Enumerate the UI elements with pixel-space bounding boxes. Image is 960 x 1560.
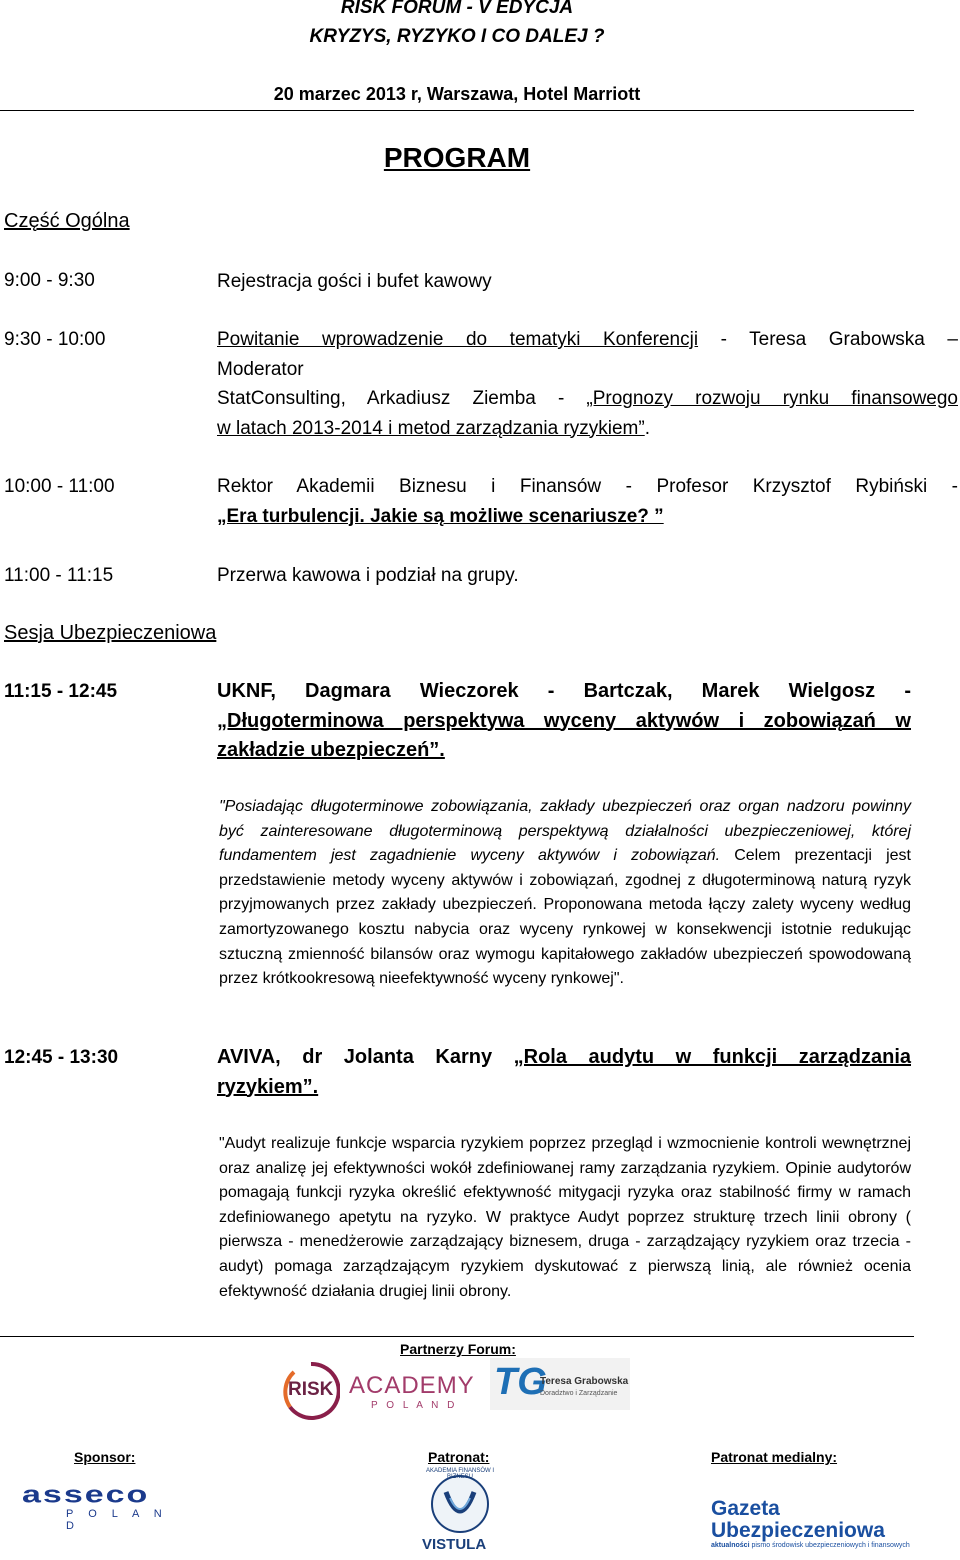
agenda-item-aviva (217, 1043, 911, 1102)
vistula-ring-text: AKADEMIA FINANSÓW I BIZNESU (425, 1468, 494, 1480)
asseco-logo (22, 1481, 184, 1532)
agenda-time: 9:00 - 9:30 (4, 270, 95, 291)
speaker: UKNF, Dagmara Wieczorek - Bartczak, Marek Wielgosz - (217, 680, 911, 702)
abstract-uknf (219, 795, 911, 992)
abstract-aviva (219, 1132, 911, 1304)
speaker: - Teresa Grabowska – (698, 329, 958, 350)
academy-logo (349, 1372, 475, 1411)
gazeta-logo-line1: Gazeta (711, 1497, 780, 1520)
agenda-item-welcome (217, 325, 958, 443)
section-heading-general: Część Ogólna (4, 210, 130, 232)
section-heading-insurance: Sesja Ubezpieczeniowa (4, 622, 217, 644)
talk-title: „Długoterminowa perspektywa wyceny aktywów i zobowiązań w (217, 709, 911, 732)
media-patronat-label: Patronat medialny: (711, 1449, 838, 1465)
vistula-logo-text: VISTULA (422, 1536, 487, 1553)
page-title: PROGRAM (383, 142, 531, 173)
tg-logo-sub: Doradztwo i Zarządzanie (540, 1390, 618, 1397)
agenda-item-rector (217, 472, 958, 531)
speaker: Rektor Akademii Biznesu i Finansów - Profesor Krzysztof Rybiński - (217, 476, 958, 497)
agenda-item-uknf (217, 677, 911, 766)
abstract-text: "Audyt realizuje funkcje wsparcia ryzykiem poprzez przegląd i wzmocnienie kontroli wewnętrznej oraz analizę jej efektywności wokół zdefiniowanej ramy zarządzania ryzykiem. Opinie audytorów pomagają funkcji ryzyka określić efektywność mitygacji ryzyka oraz stabilność firmy w ramach zdefiniowanego apetytu na ryzyko. W praktyce Audyt poprzez strukturę trzech linii obrony ( pierwsza - menedżerowie zarządzający biznesem, druga - zarządzający ryzykiem oraz trzecia - audyt) pomaga zarządzającym ryzykiem dyskutować z pierwszą linią, ale również ocenia efektywność działania drugiej linii obrony. (219, 1135, 911, 1300)
patronat-label: Patronat: (428, 1449, 490, 1465)
speaker: AVIVA, dr Jolanta Karny (217, 1046, 514, 1068)
asseco-logo-text: asseco (22, 1481, 150, 1508)
academy-logo-text: ACADEMY (349, 1372, 475, 1399)
abstract-part: Celem prezentacji jest przedstawienie metody wyceny aktywów i zobowiązań, zgodnej z długoterminową naturą ryzyk przyjmowanych przez zakłady ubezpieczeń. (219, 847, 912, 914)
header-event-title: RISK FORUM - V EDYCJA (340, 0, 574, 18)
header-date-venue: 20 marzec 2013 r, Warszawa, Hotel Marriott (273, 84, 641, 104)
risk-logo-text: RISK (288, 1379, 334, 1400)
talk-title-end: zakładzie ubezpieczeń”. (217, 739, 445, 761)
gazeta-logo-line2: Ubezpieczeniowa (711, 1519, 885, 1542)
footer-divider (0, 1336, 914, 1337)
asseco-logo-sub: P O L A N D (66, 1508, 168, 1532)
agenda-time: 11:15 - 12:45 (4, 681, 118, 702)
abstract-part: "Posiadając długoterminowe zobowiązania, zakłady ubezpieczeń oraz organ nadzoru powinny być zainteresowane długoterminową perspektywą działalności ubezpieczeniowej, której fundamentem jest zagadnienie wyceny aktywów i zobowiązań. (219, 798, 911, 865)
talk-title: Powitanie wprowadzenie do tematyki Konferencji (217, 329, 699, 350)
header-subtitle: KRYZYS, RYZYKO I CO DALEJ ? (309, 26, 605, 47)
gazeta-ubezpieczeniowa-logo (711, 1497, 910, 1549)
talk-title: „Rola audytu w funkcji zarządzania (513, 1046, 911, 1068)
talk-title: „Prognozy rozwoju rynku finansowego (586, 388, 958, 409)
agenda-text: Przerwa kawowa i podział na grupy. (217, 565, 519, 586)
risk-logo (282, 1362, 340, 1420)
agenda-time: 11:00 - 11:15 (4, 565, 114, 586)
academy-logo-sub: P O L A N D (371, 1400, 458, 1411)
talk-title-end: ryzykiem”. (217, 1075, 319, 1098)
abstract-part: Proponowana metoda łączy zalety wyceny według zamortyzowanego kosztu nabycia oraz wyceny rynkowej w konsekwencji istotnie redukując sztuczną zmienność bilansów oraz wymogu kapitałowego zakładów ubezpieczeń spowodowaną przez krótkookresową nieefektywność wyceny rynkowej". (219, 896, 911, 988)
vistula-logo (420, 1470, 500, 1556)
teresa-grabowska-logo (490, 1358, 630, 1410)
header-divider (0, 110, 914, 111)
agenda-time: 12:45 - 13:30 (4, 1047, 119, 1068)
agenda-time: 9:30 - 10:00 (4, 329, 106, 350)
agenda-time: 10:00 - 11:00 (4, 476, 115, 497)
sponsor-label: Sponsor: (74, 1449, 136, 1465)
talk-title: w latach 2013-2014 i metod zarządzania ryzykiem” (217, 417, 645, 439)
speaker: StatConsulting, Arkadiusz Ziemba - (217, 388, 587, 409)
gazeta-logo-tag: aktualności (711, 1542, 750, 1549)
agenda-text: Rejestracja gości i bufet kawowy (217, 271, 492, 292)
partners-label: Partnerzy Forum: (400, 1341, 516, 1357)
gazeta-logo-tagline: pismo środowisk ubezpieczeniowych i finansowych (751, 1542, 910, 1549)
punctuation: . (644, 417, 650, 439)
talk-title: „Era turbulencji. Jakie są możliwe scenariusze? ” (217, 505, 664, 527)
tg-logo-name: Teresa Grabowska (540, 1376, 629, 1387)
tg-logo-mark: TG (494, 1361, 547, 1403)
speaker-role: Moderator (217, 358, 304, 380)
